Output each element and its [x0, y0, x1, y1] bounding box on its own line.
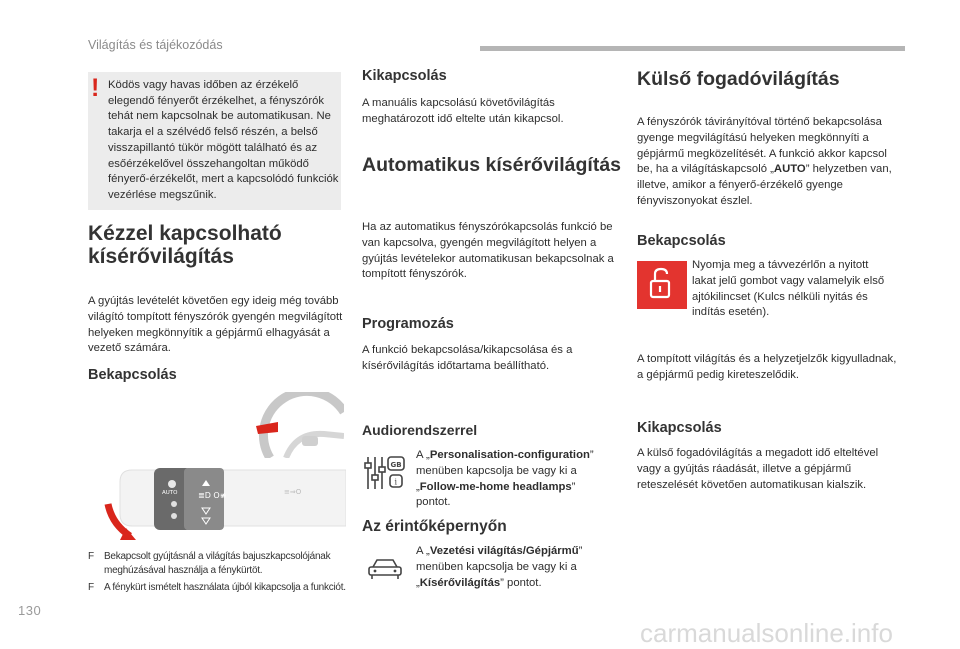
- audio-settings-icon: [364, 455, 406, 491]
- note-bullet-2: F: [88, 582, 94, 593]
- programming-text: A funkció bekapcsolása/kikapcsolása és a kísérővilágítás időtartama beállítható.: [362, 344, 573, 372]
- page-number: 130: [18, 603, 42, 618]
- welcome-off-heading: Kikapcsolás: [637, 420, 722, 436]
- section-title: Világítás és tájékozódás: [88, 38, 223, 52]
- watermark: carmanualsonline.info: [640, 618, 893, 648]
- manual-off-heading: Kikapcsolás: [362, 68, 447, 84]
- auto-follow-me-title: Automatikus kísérővilágítás: [362, 154, 622, 176]
- note-text-1: Bekapcsolt gyújtásnál a világítás bajuszkapcsolójának meghúzásával használja a fénykürtöt.: [104, 551, 331, 577]
- welcome-off-text: A külső fogadóvilágítás a megadott idő elteltével vagy a gyújtás ráadását, illetve a gépjármű reteszelését követően automatikusan kialszik.: [637, 447, 879, 491]
- welcome-on-text: Nyomja meg a távvezérlőn a nyitott lakat jelű gombot vagy valamelyik első ajtókilincset (Kulcs nélküli nyitás és indítás esetén).: [692, 259, 885, 319]
- manual-intro-text: A gyújtás levételét követően egy ideig még tovább világító tompított fényszórók gyengén megvilágított helyeken megkönnyítik a gépjármű elhagyását a vezető számára.: [88, 295, 343, 355]
- header-bar: [480, 46, 905, 51]
- warning-icon: !: [91, 74, 100, 102]
- svg-text:≡⇒O: ≡⇒O: [284, 488, 302, 496]
- touchscreen-text: A „Vezetési világítás/Gépjármű” menüben kapcsolja be vagy ki a „Kísérővilágítás” pontot.: [416, 545, 583, 589]
- steering-wheel-illustration: [248, 392, 344, 458]
- welcome-on-text-2: A tompított világítás és a helyzetjelzők kigyulladnak, a gépjármű pedig kireteszelődik.: [637, 353, 897, 381]
- welcome-on-heading: Bekapcsolás: [637, 233, 726, 249]
- title-line-1: Kézzel kapcsolható: [88, 222, 282, 245]
- audio-text: A „Personalisation-configuration” menüben kapcsolja be vagy ki a „Follow-me-home headlamps” pontot.: [416, 449, 594, 509]
- svg-text:≣D O≢: ≣D O≢: [198, 491, 227, 500]
- welcome-intro-text: A fényszórók távirányítóval történő bekapcsolása gyenge megvilágítású helyeken megkönnyíti a gépjármű megközelítését. A funkció akkor kapcsol be, ha a világításkapcsoló „AUTO” helyzetben van, illetve, amikor a fényerő-érzékelő gyenge fényviszonyokat észlel.: [637, 116, 892, 207]
- note-bullet-1: F: [88, 551, 94, 562]
- warning-text: Ködös vagy havas időben az érzékelő elegendő fényerőt érzékelhet, a fényszórók tehát nem kapcsolnak be automatikusan. Ne takarja el a szélvédő felső részén, a belső visszapillantó tükör mögött található és az esőérzékelővel összehangoltan működő fényerő-érzékelőt, mert a kapcsolódó funkciók vezérlése megszűnik.: [108, 79, 339, 201]
- auto-follow-me-text: Ha az automatikus fényszórókapcsolás funkció be van kapcsolva, gyengén megvilágított helyen a gyújtás levételekor automatikusan bekapcsolnak a tompított fényszórók.: [362, 221, 614, 281]
- touchscreen-heading: Az érintőképernyőn: [362, 518, 507, 535]
- manual-off-text: A manuális kapcsolású követővilágítás meghatározott idő eltelte után kikapcsol.: [362, 97, 564, 125]
- lighting-stalk-illustration: [102, 462, 346, 542]
- note-text-2: A fénykürt ismételt használata újból kikapcsolja a funkciót.: [104, 582, 346, 593]
- car-icon: [367, 557, 403, 581]
- title-line-2: kísérővilágítás: [88, 245, 234, 268]
- audio-heading: Audiorendszerrel: [362, 422, 478, 438]
- welcome-lighting-title: Külső fogadóvilágítás: [637, 68, 840, 90]
- gb-label: GB: [390, 461, 402, 469]
- unlock-icon: [637, 261, 687, 309]
- info-label: i: [394, 477, 398, 487]
- stalk-auto-label: AUTO: [162, 490, 178, 496]
- manual-follow-me-title: [88, 222, 282, 268]
- manual-on-heading: Bekapcsolás: [88, 367, 177, 383]
- programming-heading: Programozás: [362, 316, 454, 332]
